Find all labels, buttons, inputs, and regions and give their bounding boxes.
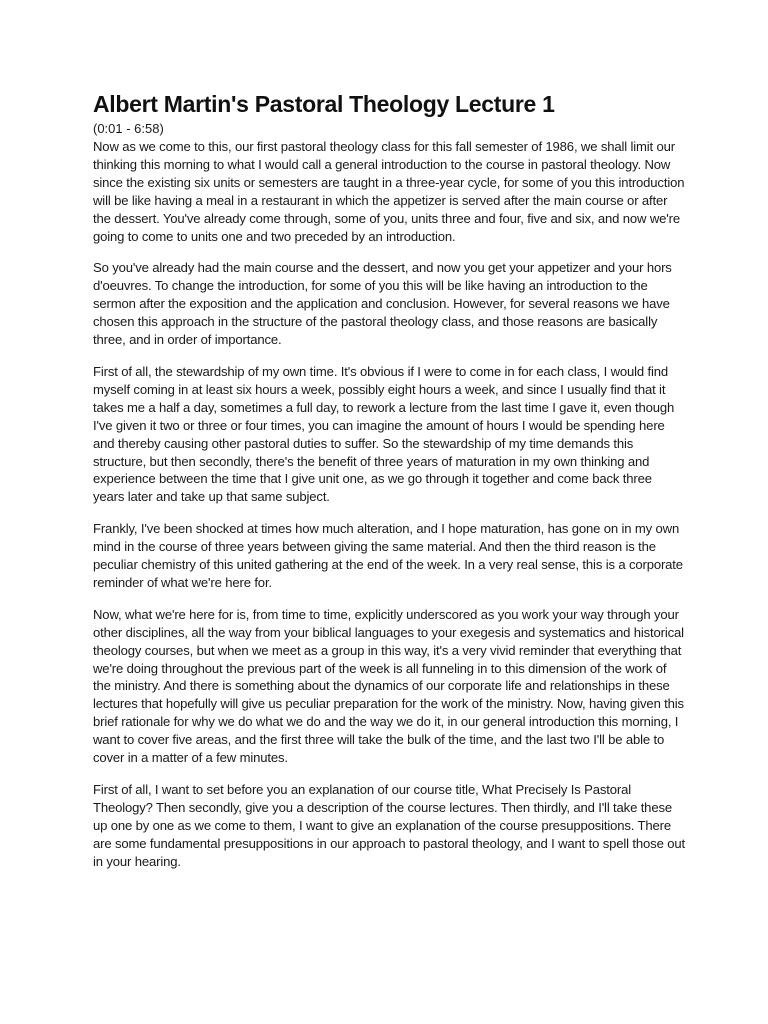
paragraph-4: Frankly, I've been shocked at times how much alteration, and I hope maturation, has gone on in my own mind in the course of three years between giving the same material. And then the third reason is the peculiar chemistry of this united gathering at the end of the week. In a very real sense, this is a corporate reminder of what we're here for. xyxy=(93,521,683,590)
paragraph-2: So you've already had the main course and the dessert, and now you get your appetizer and your hors d'oeuvres. To change the introduction, for some of you this will be like having an introduction to the sermon after the exposition and the application and conclusion. However, for several reasons we have chosen this approach in the structure of the pastoral theology class, and those reasons are basically three, and in order of importance. xyxy=(93,260,672,348)
document-page xyxy=(93,90,685,885)
document-title: Albert Martin's Pastoral Theology Lecture 1 xyxy=(93,91,555,117)
paragraph-5: Now, what we're here for is, from time to time, explicitly underscored as you work your way through your other disciplines, all the way from your biblical languages to your exegesis and systematics and historical theology courses, but when we meet as a group in this way, it's a very vivid reminder that everything that we're doing throughout the previous part of the week is all funneling in to this dimension of the work of the ministry. And there is something about the dynamics of our corporate life and relationships in these lectures that hopefully will give us peculiar preparation for the work of the ministry. Now, having given this brief rationale for why we do what we do and the way we do it, in our general introduction this morning, I want to cover five areas, and the first three will take the bulk of the time, and the last two I'll be able to cover in a matter of a few minutes. xyxy=(93,606,684,766)
paragraph-1: Now as we come to this, our first pastoral theology class for this fall semester of 1986, we shall limit our thinking this morning to what I would call a general introduction to the course in pastoral theology. Now since the existing six units or semesters are taught in a three-year cycle, for some of you this introduction will be like having a meal in a restaurant in which the appetizer is served after the main course or after the dessert. You've already come through, some of you, units three and four, five and six, and now we're going to come to units one and two preceded by an introduction. xyxy=(93,139,685,244)
paragraph-3: First of all, the stewardship of my own time. It's obvious if I were to come in for each class, I would find myself coming in at least six hours a week, possibly eight hours a week, and since I usually find that it takes me a half a day, sometimes a full day, to rework a lecture from the last time I gave it, even though I've given it two or three or four times, you can imagine the amount of hours I would be spending here and thereby causing other pastoral duties to suffer. So the stewardship of my time demands this structure, but then secondly, there's the benefit of three years of maturation in my own thinking and experience between the time that I give unit one, as we go through it together and come back three years later and take up that same subject. xyxy=(93,363,675,505)
timestamp: (0:01 - 6:58) xyxy=(93,121,164,136)
paragraph-6: First of all, I want to set before you an explanation of our course title, What Precisely Is Pastoral Theology? Then secondly, give you a description of the course lectures. Then thirdly, and I'll take these up one by one as we come to them, I want to give an explanation of the course presuppositions. There are some fundamental presuppositions in our approach to pastoral theology, and I want to spell those out in your hearing. xyxy=(93,782,685,869)
